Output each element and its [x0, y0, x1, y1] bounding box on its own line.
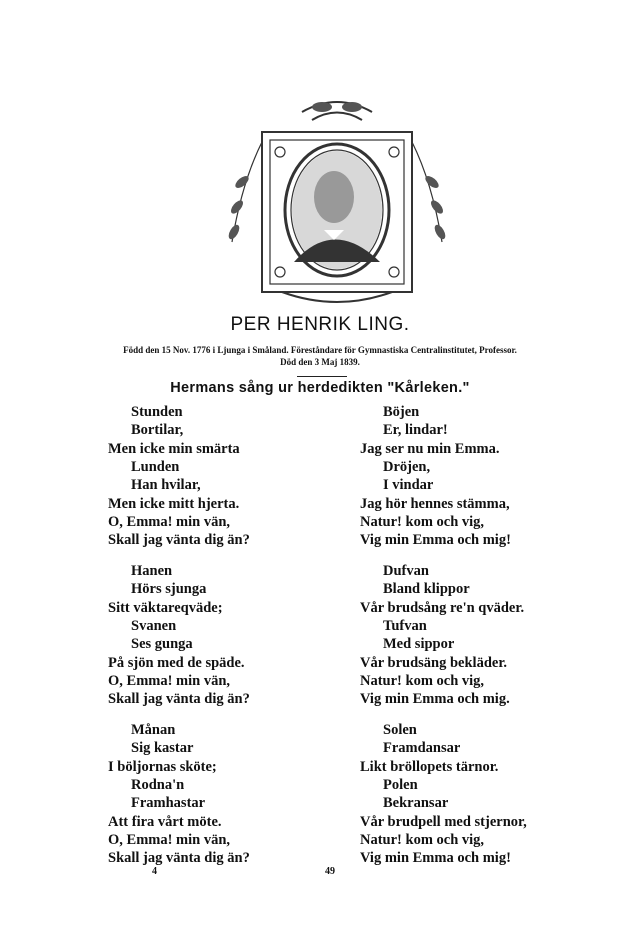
poem-line: Jag ser nu min Emma.	[360, 440, 500, 457]
poem-line: O, Emma! min vän,	[108, 513, 231, 530]
poem-line: I böljornas sköte;	[108, 758, 217, 775]
poem-line: Ses gunga	[131, 636, 193, 653]
poem-line: Natur! kom och vig,	[360, 831, 485, 848]
poem-line: Framhastar	[131, 795, 206, 812]
poem-line: O, Emma! min vän,	[108, 672, 231, 689]
poem-line: Rodna'n	[131, 776, 185, 793]
poem-line: Sig kastar	[131, 740, 194, 757]
poem-line: Tufvan	[383, 617, 427, 634]
poem-line: Dufvan	[383, 563, 429, 579]
poem-line: Er, lindar!	[383, 422, 448, 439]
biography-caption: Född den 15 Nov. 1776 i Ljunga i Småland. Föreståndare för Gymnastiska Centralinstitutet, Professor.	[123, 345, 517, 355]
poem-line: Vig min Emma och mig!	[360, 850, 511, 867]
poem-line: Dröjen,	[383, 458, 431, 475]
poem-title: Hermans sång ur herdedikten "Kårleken."	[170, 380, 470, 396]
poem-line: Bland klippor	[383, 581, 470, 598]
divider-rule	[297, 376, 347, 377]
poem-line: Stunden	[131, 404, 183, 420]
death-date-caption: Död den 3 Maj 1839.	[280, 357, 360, 367]
poem-line: I vindar	[383, 477, 434, 494]
poem-line: Solen	[383, 722, 417, 738]
poem-line: Bekransar	[383, 795, 449, 812]
poem-line: Jag hör hennes stämma,	[360, 495, 510, 512]
poem-line: Hörs sjunga	[131, 581, 207, 598]
poem-line: O, Emma! min vän,	[108, 831, 231, 848]
poem-line: Månan	[131, 722, 176, 738]
poem-line: Framdansar	[383, 740, 461, 757]
poem-line: Skall jag vänta dig än?	[108, 691, 250, 708]
portrait-engraving	[212, 92, 462, 307]
poem-line: Vig min Emma och mig.	[360, 691, 510, 708]
poem-line: Polen	[383, 776, 418, 793]
poem-line: Skall jag vänta dig än?	[108, 850, 250, 867]
poem-line: Hanen	[131, 563, 173, 579]
poem-line: Sitt väktareqväde;	[108, 599, 223, 616]
signature-mark: 4	[152, 866, 157, 877]
poem-line: Skall jag vänta dig än?	[108, 532, 250, 549]
poem-line: Vår brudsång re'n qväder.	[360, 599, 525, 616]
poem-line: Med sippor	[383, 636, 455, 653]
poem-line: Vår brudsäng bekläder.	[360, 654, 508, 671]
poem-line: Natur! kom och vig,	[360, 672, 485, 689]
poem-line: Likt bröllopets tärnor.	[360, 758, 499, 775]
poem-line: På sjön med de späde.	[108, 654, 245, 671]
poem-line: Böjen	[383, 404, 420, 420]
poem-line: Bortilar,	[131, 422, 184, 439]
poem-line: Vig min Emma och mig!	[360, 532, 511, 549]
poem-line: Vår brudpell med stjernor,	[360, 813, 527, 830]
poem-line: Svanen	[131, 617, 177, 634]
page-number: 49	[325, 866, 335, 877]
poem-line: Natur! kom och vig,	[360, 513, 485, 530]
poem-line: Men icke mitt hjerta.	[108, 495, 240, 512]
poem-line: Lunden	[131, 458, 180, 475]
poem-line: Men icke min smärta	[108, 440, 240, 457]
poem-line: Att fira vårt möte.	[108, 813, 222, 830]
page-title: PER HENRIK LING.	[230, 314, 410, 335]
poem-line: Han hvilar,	[131, 477, 201, 494]
